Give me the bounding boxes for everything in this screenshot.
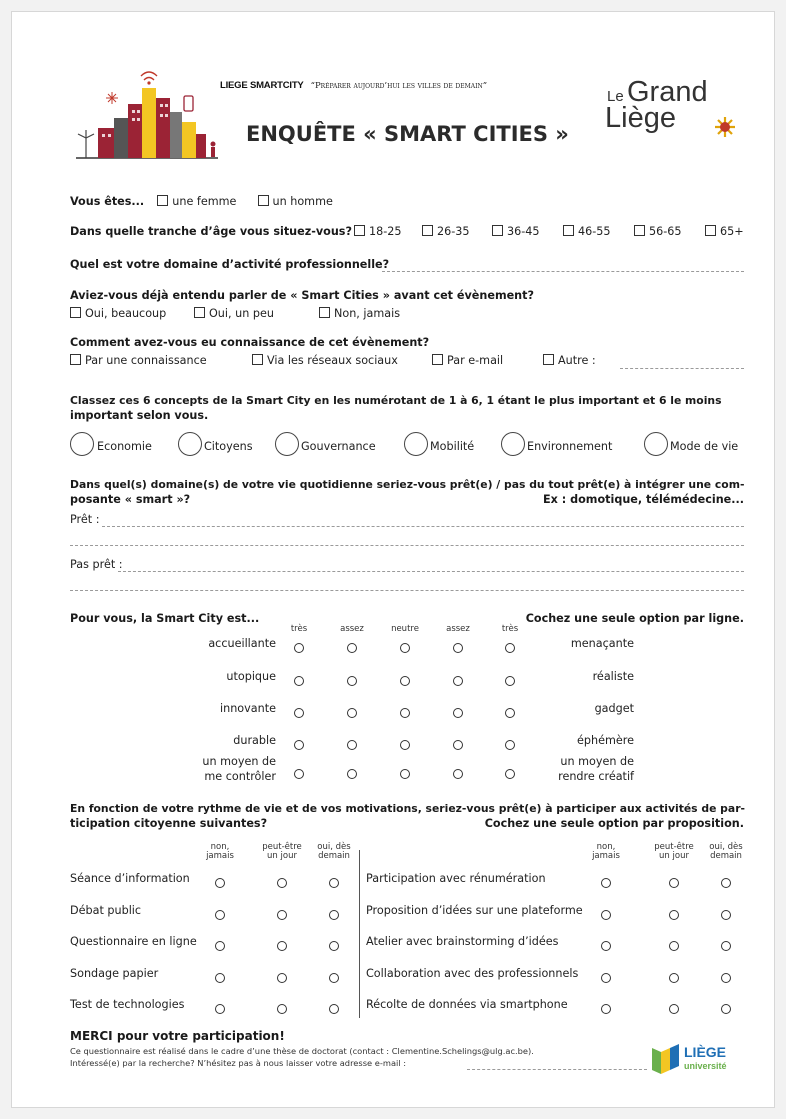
age-option-1[interactable]	[354, 225, 402, 238]
footer-note-2: Intéressé(e) par la recherche? N’hésitez pas à nous laisser votre adresse e-mail :	[70, 1058, 407, 1068]
scale-radio[interactable]	[453, 676, 463, 686]
scale-left-term: durable	[233, 734, 276, 747]
scale-right-term: un moyen de	[560, 755, 634, 768]
scale-left-term: innovante	[220, 702, 276, 715]
activity-radio[interactable]	[669, 941, 679, 951]
tagline: “Préparer aujourd’hui les villes de demain”	[310, 81, 488, 91]
footer-note-1: Ce questionnaire est réalisé dans le cadre d’une thèse de doctorat (contact : Clementine.Schelings@ulg.ac.be).	[70, 1046, 534, 1056]
known-option-3[interactable]	[432, 354, 503, 367]
email-answer-line[interactable]	[467, 1069, 647, 1070]
scale-radio[interactable]	[294, 708, 304, 718]
activity-radio[interactable]	[601, 973, 611, 983]
option-label: Oui, un peu	[209, 307, 274, 320]
age-option-2[interactable]	[422, 225, 470, 238]
option-label: 65+	[720, 225, 744, 238]
option-label: 56-65	[649, 225, 682, 238]
concept-label: Mobilité	[430, 440, 475, 453]
option-label: Par une connaissance	[85, 354, 207, 367]
brand-name: LIEGE SMARTCITY	[220, 80, 304, 91]
activities-instruction: Cochez une seule option par proposition.	[484, 817, 744, 830]
age-option-4[interactable]	[563, 225, 611, 238]
scale-label: Pour vous, la Smart City est...	[70, 612, 260, 625]
scale-right-term: réaliste	[592, 670, 634, 683]
scale-right-term: menaçante	[570, 637, 634, 650]
checkbox[interactable]	[634, 225, 645, 236]
option-label: un homme	[272, 195, 333, 208]
heard-label: Aviez-vous déjà entendu parler de « Smart Cities » avant cet évènement?	[70, 289, 534, 302]
concept-label: Economie	[97, 440, 152, 453]
activity-radio[interactable]	[721, 878, 731, 888]
checkbox[interactable]	[258, 195, 269, 206]
ready-answer-line[interactable]	[102, 526, 744, 527]
rank-circle-citoyens[interactable]	[178, 432, 202, 456]
scale-radio[interactable]	[505, 769, 515, 779]
activity-radio[interactable]	[329, 1004, 339, 1014]
not-ready-label: Pas prêt :	[70, 558, 123, 571]
checkbox[interactable]	[543, 354, 554, 365]
checkbox[interactable]	[70, 354, 81, 365]
thanks-text: MERCI pour votre participation!	[70, 1029, 285, 1043]
scale-radio[interactable]	[400, 708, 410, 718]
uni-sub: université	[684, 1061, 727, 1071]
activity-radio[interactable]	[277, 878, 287, 888]
smart-label-line2: posante « smart »?	[70, 493, 191, 506]
not-ready-answer-line-2[interactable]	[70, 590, 744, 591]
scale-radio[interactable]	[400, 769, 410, 779]
checkbox[interactable]	[70, 307, 81, 318]
scale-right-term: éphémère	[577, 734, 634, 747]
activity-radio[interactable]	[277, 941, 287, 951]
option-label: 46-55	[578, 225, 611, 238]
scale-radio[interactable]	[294, 740, 304, 750]
gender-question	[70, 190, 333, 209]
activity-radio[interactable]	[721, 910, 731, 920]
rank-circle-environnement[interactable]	[501, 432, 525, 456]
scale-radio[interactable]	[347, 708, 357, 718]
scale-left-term: utopique	[226, 670, 276, 683]
activity-col-header: oui, dès demain	[317, 842, 351, 861]
activity-radio[interactable]	[215, 1004, 225, 1014]
activity-item: Questionnaire en ligne	[70, 935, 197, 948]
activity-radio[interactable]	[669, 878, 679, 888]
known-other-line[interactable]	[620, 368, 744, 369]
scale-radio[interactable]	[505, 676, 515, 686]
option-label: 26-35	[437, 225, 470, 238]
activity-radio[interactable]	[329, 878, 339, 888]
scale-col-header: assez	[340, 624, 364, 634]
activity-radio[interactable]	[669, 910, 679, 920]
domain-answer-line[interactable]	[382, 271, 744, 272]
activities-label-line1: En fonction de votre rythme de vie et de vos motivations, seriez-vous prêt(e) à participer aux activités de par-	[70, 802, 745, 815]
activity-radio[interactable]	[601, 910, 611, 920]
known-option-1[interactable]	[70, 354, 207, 367]
age-label: Dans quelle tranche d’âge vous situez-vous?	[70, 225, 352, 238]
activity-radio[interactable]	[215, 941, 225, 951]
scale-radio[interactable]	[505, 643, 515, 653]
activity-item: Participation avec rénumération	[366, 872, 546, 885]
checkbox[interactable]	[422, 225, 433, 236]
checkbox[interactable]	[354, 225, 365, 236]
smart-example: Ex : domotique, télémédecine...	[542, 493, 744, 506]
city-skyline-logo	[72, 64, 222, 162]
concept-label: Citoyens	[204, 440, 253, 453]
known-label: Comment avez-vous eu connaissance de cet évènement?	[70, 336, 430, 349]
scale-radio[interactable]	[347, 643, 357, 653]
logo-liege: Liège	[605, 102, 676, 134]
checkbox[interactable]	[563, 225, 574, 236]
checkbox[interactable]	[705, 225, 716, 236]
scale-radio[interactable]	[453, 769, 463, 779]
age-option-6[interactable]	[705, 225, 744, 238]
scale-radio[interactable]	[400, 643, 410, 653]
column-divider	[359, 850, 360, 1018]
scale-instruction: Cochez une seule option par ligne.	[525, 612, 744, 625]
scale-left-term: accueillante	[208, 637, 276, 650]
checkbox[interactable]	[252, 354, 263, 365]
scale-radio[interactable]	[505, 708, 515, 718]
checkbox[interactable]	[157, 195, 168, 206]
scale-left-term: un moyen de	[202, 755, 276, 768]
domain-label: Quel est votre domaine d’activité professionnelle?	[70, 258, 390, 271]
scale-radio[interactable]	[505, 740, 515, 750]
age-option-3[interactable]	[492, 225, 540, 238]
scale-col-header: assez	[446, 624, 470, 634]
option-label: Autre :	[558, 354, 596, 367]
rank-circle-economie[interactable]	[70, 432, 94, 456]
rank-circle-mode-de-vie[interactable]	[644, 432, 668, 456]
activity-radio[interactable]	[277, 1004, 287, 1014]
activity-col-header: peut-être un jour	[654, 842, 694, 861]
activity-radio[interactable]	[721, 941, 731, 951]
activity-radio[interactable]	[601, 941, 611, 951]
option-label: Oui, beaucoup	[85, 307, 167, 320]
activity-radio[interactable]	[277, 910, 287, 920]
activities-label-line2: ticipation citoyenne suivantes?	[70, 817, 268, 830]
age-option-5[interactable]	[634, 225, 682, 238]
rank-circle-gouvernance[interactable]	[275, 432, 299, 456]
scale-col-header: neutre	[391, 624, 419, 634]
activity-item: Collaboration avec des professionnels	[366, 967, 579, 980]
concept-label: Mode de vie	[670, 440, 739, 453]
activity-item: Débat public	[70, 904, 142, 917]
checkbox[interactable]	[432, 354, 443, 365]
scale-radio[interactable]	[400, 740, 410, 750]
not-ready-answer-line[interactable]	[118, 571, 744, 572]
universite-logo-icon	[652, 1044, 680, 1074]
activity-radio[interactable]	[721, 1004, 731, 1014]
scale-radio[interactable]	[453, 643, 463, 653]
heard-option-3[interactable]	[319, 307, 400, 320]
header-tagline-line	[220, 80, 487, 91]
gender-option-male[interactable]	[258, 195, 333, 208]
scale-radio[interactable]	[347, 769, 357, 779]
scale-radio[interactable]	[400, 676, 410, 686]
activity-radio[interactable]	[601, 1004, 611, 1014]
option-label: Via les réseaux sociaux	[267, 354, 398, 367]
activity-item: Séance d’information	[70, 872, 190, 885]
known-option-2[interactable]	[252, 354, 398, 367]
activity-radio[interactable]	[329, 910, 339, 920]
survey-page	[11, 11, 775, 1108]
activity-item: Test de technologies	[70, 998, 185, 1011]
concept-label: Environnement	[527, 440, 613, 453]
activity-radio[interactable]	[601, 878, 611, 888]
activity-radio[interactable]	[277, 973, 287, 983]
checkbox[interactable]	[492, 225, 503, 236]
logo-grand: Grand	[627, 76, 708, 108]
activity-radio[interactable]	[329, 941, 339, 951]
activity-item: Sondage papier	[70, 967, 159, 980]
activity-radio[interactable]	[215, 878, 225, 888]
activity-col-header: non, jamais	[592, 842, 620, 861]
activity-col-header: oui, dès demain	[709, 842, 743, 861]
ready-label: Prêt :	[70, 513, 100, 526]
scale-radio[interactable]	[347, 676, 357, 686]
scale-left-term: me contrôler	[204, 770, 276, 783]
known-option-4[interactable]	[543, 354, 596, 367]
smart-label-line1: Dans quel(s) domaine(s) de votre vie quotidienne seriez-vous prêt(e) / pas du tout prêt(e) à intégrer une com-	[70, 478, 745, 491]
rank-circle-mobilite[interactable]	[404, 432, 428, 456]
heard-option-1[interactable]	[70, 307, 166, 320]
scale-col-header: très	[501, 624, 519, 634]
scale-right-term: gadget	[594, 702, 634, 715]
activity-item: Atelier avec brainstorming d’idées	[366, 935, 559, 948]
option-label: Par e-mail	[447, 354, 504, 367]
scale-radio[interactable]	[294, 676, 304, 686]
logo-le: Le	[607, 88, 624, 105]
scale-radio[interactable]	[453, 740, 463, 750]
checkbox[interactable]	[194, 307, 205, 318]
scale-radio[interactable]	[294, 769, 304, 779]
rank-label-line1: Classez ces 6 concepts de la Smart City en les numérotant de 1 à 6, 1 étant le plus important et 6 le moins	[70, 394, 722, 407]
scale-right-term: rendre créatif	[558, 770, 634, 783]
universite-liege-logo	[652, 1042, 748, 1082]
heard-option-2[interactable]	[194, 307, 274, 320]
option-label: une femme	[172, 195, 237, 208]
option-label: Non, jamais	[334, 307, 401, 320]
scale-radio[interactable]	[347, 740, 357, 750]
uni-name: LIÈGE	[684, 1044, 727, 1060]
gender-label: Vous êtes...	[70, 195, 145, 208]
activity-radio[interactable]	[215, 973, 225, 983]
checkbox[interactable]	[319, 307, 330, 318]
activity-item: Récolte de données via smartphone	[366, 998, 568, 1011]
scale-radio[interactable]	[453, 708, 463, 718]
option-label: 36-45	[507, 225, 540, 238]
activity-radio[interactable]	[669, 973, 679, 983]
rank-label-line2: important selon vous.	[70, 409, 209, 422]
activity-item: Proposition d’idées sur une plateforme	[366, 904, 583, 917]
activity-radio[interactable]	[669, 1004, 679, 1014]
ready-answer-line-2[interactable]	[70, 545, 744, 546]
scale-col-header: très	[290, 624, 308, 634]
scale-radio[interactable]	[294, 643, 304, 653]
activity-radio[interactable]	[329, 973, 339, 983]
activity-col-header: peut-être un jour	[262, 842, 302, 861]
option-label: 18-25	[369, 225, 402, 238]
sun-icon	[714, 116, 736, 138]
gender-option-female[interactable]	[157, 195, 236, 208]
le-grand-liege-logo	[596, 70, 756, 150]
activity-col-header: non, jamais	[206, 842, 234, 861]
page-title: ENQUÊTE « SMART CITIES »	[246, 122, 569, 146]
concept-label: Gouvernance	[301, 440, 376, 453]
activity-radio[interactable]	[721, 973, 731, 983]
activity-radio[interactable]	[215, 910, 225, 920]
